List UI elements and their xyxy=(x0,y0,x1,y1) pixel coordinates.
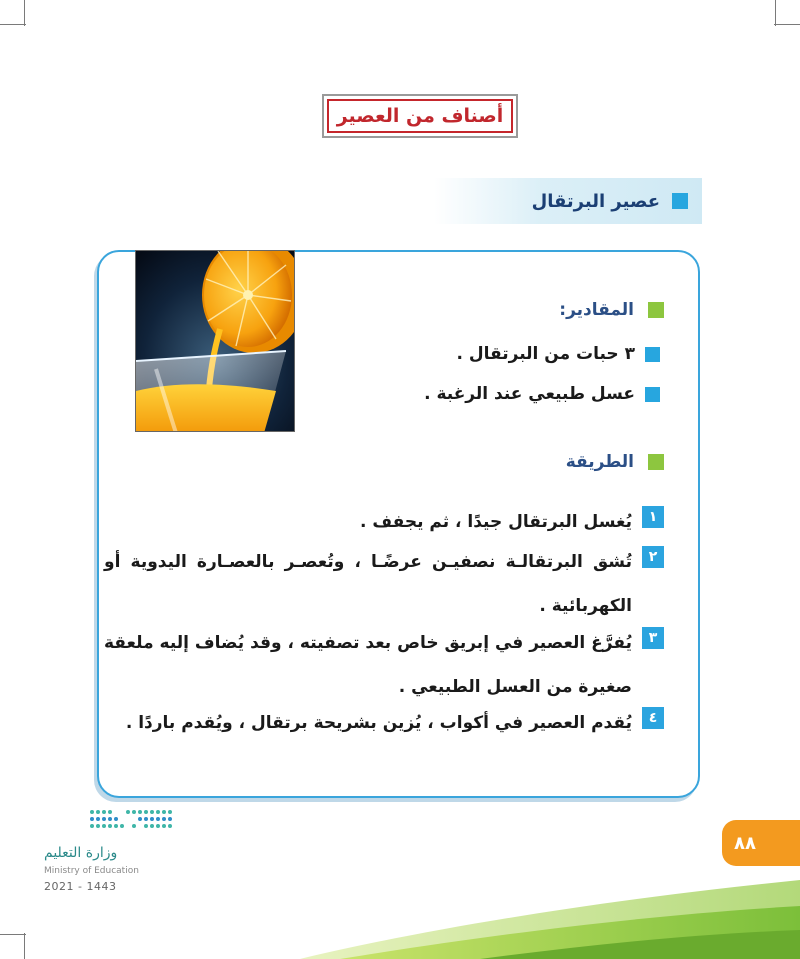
section-title: عصير البرتقال xyxy=(531,190,660,212)
method-heading-text: الطريقة xyxy=(565,452,634,472)
ingredient-text: ٣ حبات من البرتقال . xyxy=(456,344,635,364)
step-text: يُغسل البرتقال جيدًا ، ثم يجفف . xyxy=(359,512,632,532)
page-title-text: أصناف من العصير xyxy=(327,99,513,133)
method-step xyxy=(104,621,664,709)
step-text: يُقدم العصير في أكواب ، يُزين بشريحة برتقال ، ويُقدم باردًا . xyxy=(125,713,632,733)
crop-mark xyxy=(24,933,25,959)
ministry-name-english: Ministry of Education xyxy=(44,866,139,876)
method-heading xyxy=(566,452,664,472)
square-bullet-icon xyxy=(648,454,664,470)
crop-mark xyxy=(0,934,26,935)
page-number: ٨٨ xyxy=(722,820,800,866)
step-text: تُشق البرتقالـة نصفيـن عرضًـا ، وتُعصـر بالعصـارة اليدوية أو الكهربائية . xyxy=(104,552,632,616)
orange-juice-photo xyxy=(135,250,295,432)
ingredients-heading-text: المقادير: xyxy=(559,300,634,320)
page-title xyxy=(322,94,518,138)
orange-juice-illustration xyxy=(136,251,295,432)
crop-mark xyxy=(774,24,800,25)
crop-mark xyxy=(24,0,25,26)
crop-mark xyxy=(775,0,776,26)
step-number-badge: ١ xyxy=(642,506,664,528)
method-step xyxy=(104,500,664,544)
decorative-swoosh xyxy=(300,860,800,959)
crop-mark xyxy=(0,24,26,25)
square-section-icon xyxy=(672,193,688,209)
step-number-badge: ٢ xyxy=(642,546,664,568)
method-step xyxy=(104,701,664,745)
square-bullet-icon xyxy=(645,387,660,402)
ingredient-item xyxy=(424,384,660,404)
ingredient-text: عسل طبيعي عند الرغبة . xyxy=(424,384,635,404)
square-bullet-icon xyxy=(645,347,660,362)
ministry-name-arabic: وزارة التعليم xyxy=(44,845,118,861)
step-number-badge: ٣ xyxy=(642,627,664,649)
square-bullet-icon xyxy=(648,302,664,318)
method-step xyxy=(104,540,664,628)
section-header xyxy=(434,178,702,224)
edition-year: 2021 - 1443 xyxy=(44,880,117,893)
step-number-badge: ٤ xyxy=(642,707,664,729)
step-text: يُفرَّغ العصير في إبريق خاص بعد تصفيته ، وقد يُضاف إليه ملعقة صغيرة من العسل الطبيعي . xyxy=(104,633,632,697)
ingredient-item xyxy=(457,344,660,364)
ingredients-heading xyxy=(559,300,664,320)
